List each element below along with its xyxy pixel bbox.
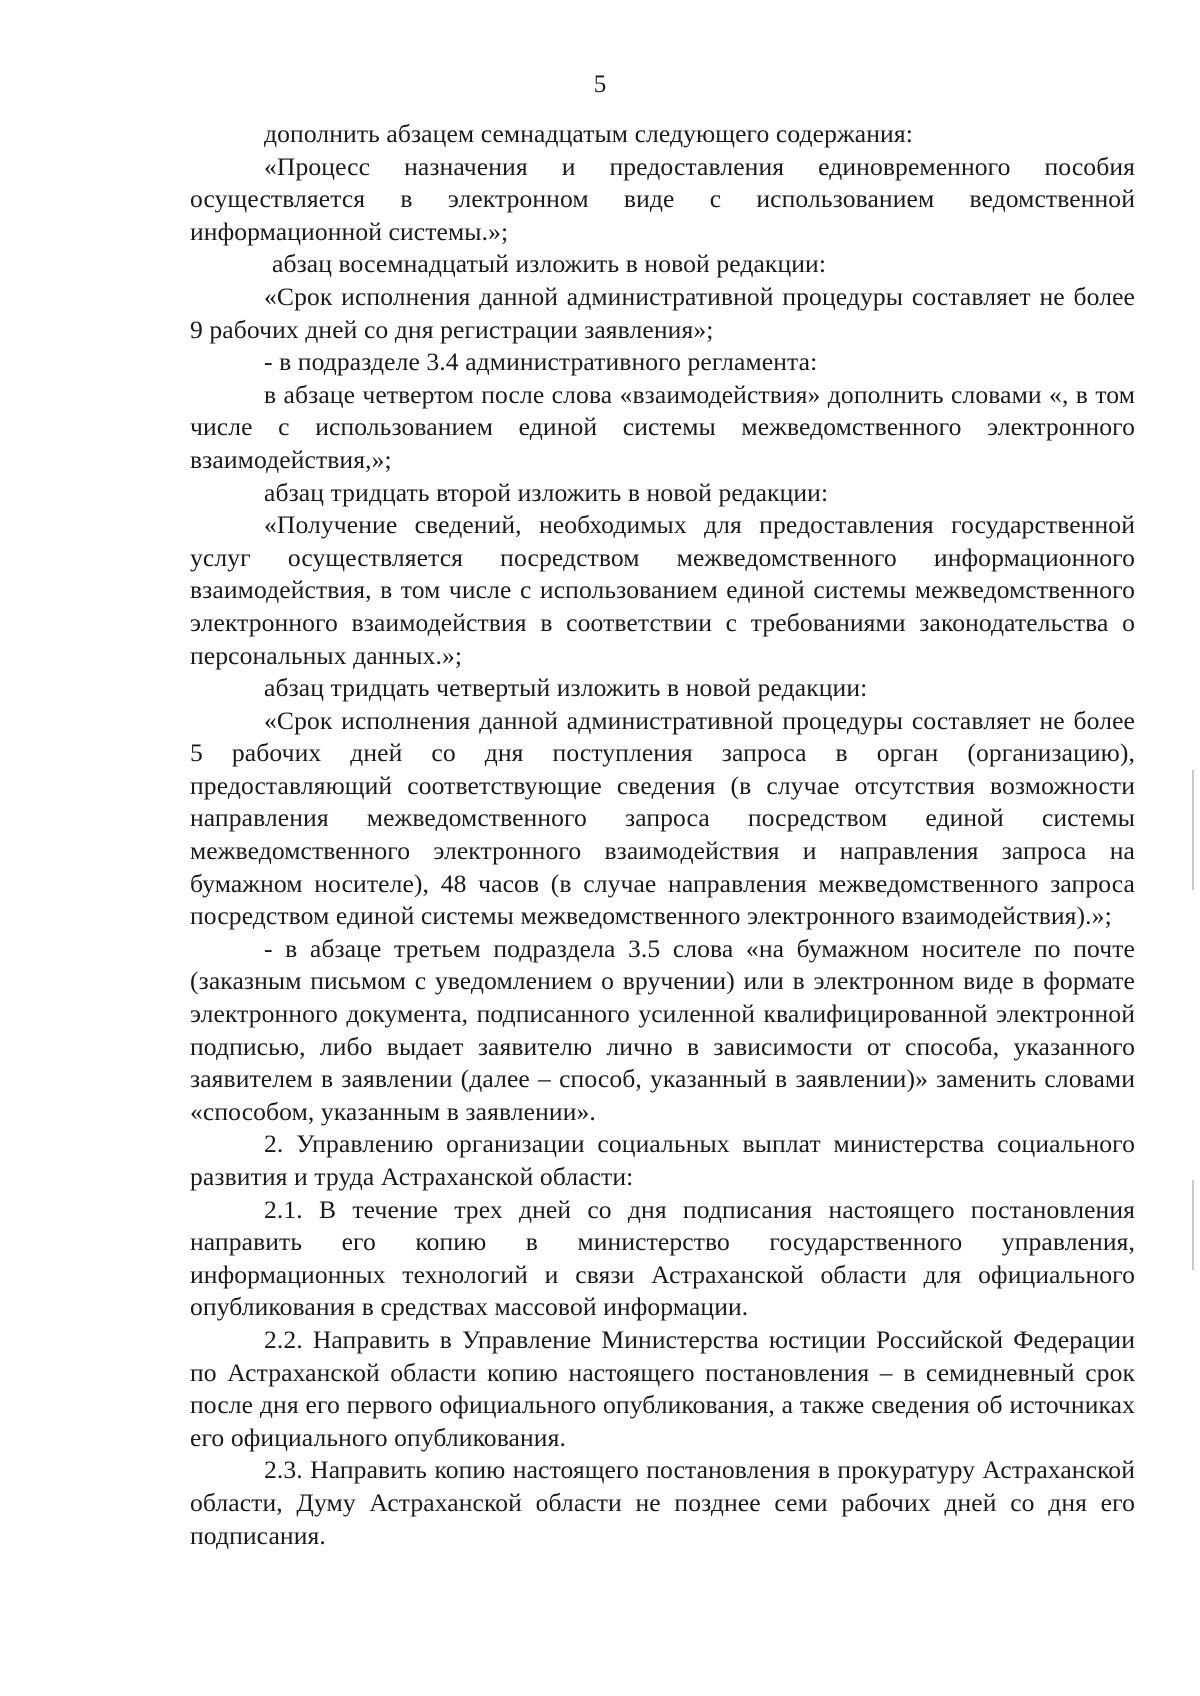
paragraph-7: абзац тридцать второй изложить в новой редакции:: [264, 477, 829, 507]
scan-edge-mark: [1192, 770, 1194, 890]
paragraph-1: дополнить абзацем семнадцатым следующего содержания:: [264, 119, 913, 148]
scan-edge-mark: [1192, 1180, 1194, 1270]
paragraph-9: абзац тридцать четвертый изложить в новой редакции:: [264, 673, 868, 703]
paragraph-15: 2.3. Направить копию настоящего постановления в прокуратуру Астраханской области, Думу Астраханской области не позднее семи рабочих дней со дня его подписания.: [190, 1455, 1135, 1550]
paragraph-10: «Срок исполнения данной административной процедуры составляет не более 5 рабочих дней со дня поступления запроса в орган (организацию), предоставляющий соответствующие сведения (в случае отсутствия возможности направления межведомственного запроса посредством единой системы межведомственного электронного взаимодействия и направления запроса на бумажном носителе), 48 часов (в случае направления межведомственного запроса посредством единой системы межведомственного электронного взаимодействия).»;: [190, 705, 1135, 931]
paragraph-4: «Срок исполнения данной административной процедуры составляет не более 9 рабочих дней со дня регистрации заявления»;: [190, 281, 1135, 344]
paragraph-13: 2.1. В течение трех дней со дня подписания настоящего постановления направить его копию в министерство государственного управления, информационных технологий и связи Астраханской области для официального опубликования в средствах массовой информации.: [190, 1194, 1135, 1322]
page-number: 5: [593, 71, 607, 98]
paragraph-14: 2.2. Направить в Управление Министерства юстиции Российской Федерации по Астраханской области копию настоящего постановления – в семидневный срок после дня его первого официального опубликования, а также сведения об источниках его официального опубликования.: [190, 1324, 1135, 1452]
paragraph-8: «Получение сведений, необходимых для предоставления государственной услуг осуществляется посредством межведомственного информационного взаимодействия, в том числе с использованием единой системы межведомственного электронного взаимодействия в соответствии с требованиями законодательства о персональных данных.»;: [190, 510, 1135, 670]
paragraph-5: - в подразделе 3.4 административного регламента:: [264, 347, 818, 377]
paragraph-3: абзац восемнадцатый изложить в новой редакции:: [272, 249, 827, 279]
paragraph-11: - в абзаце третьем подраздела 3.5 слова «на бумажном носителе по почте (заказным письмом с уведомлением о вручении) или в электронном виде в формате электронного документа, подписанного усиленной квалифицированной электронной подписью, либо выдает заявителю лично в зависимости от способа, указанного заявителем в заявлении (далее – способ, указанный в заявлении)» заменить словами «способом, указанным в заявлении».: [190, 933, 1135, 1126]
document-body: [190, 118, 1135, 1552]
paragraph-6: в абзаце четвертом после слова «взаимодействия» дополнить словами «, в том числе с использованием единой системы межведомственного электронного взаимодействия,»;: [190, 379, 1135, 474]
paragraph-12: 2. Управлению организации социальных выплат министерства социального развития и труда Астраханской области:: [190, 1129, 1135, 1191]
paragraph-2: «Процесс назначения и предоставления единовременного пособия осуществляется в электронном виде с использованием ведомственной информационной системы.»;: [190, 151, 1135, 246]
